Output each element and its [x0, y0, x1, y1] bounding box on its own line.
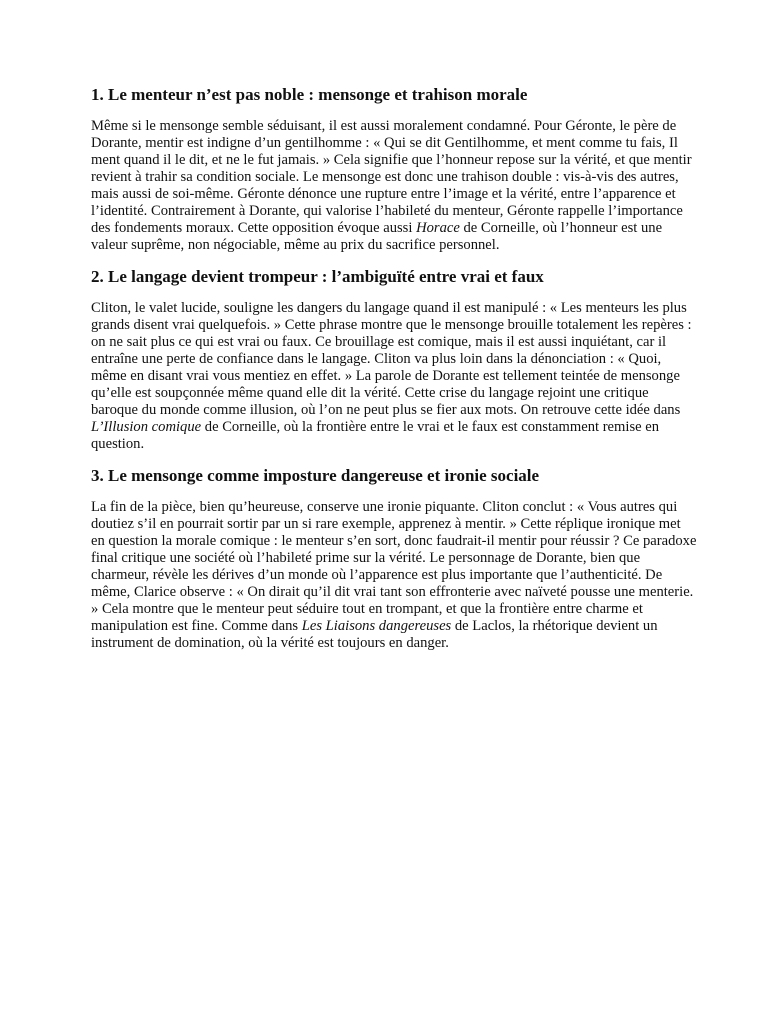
section-2-text-a: Cliton, le valet lucide, souligne les dangers du langage quand il est manipulé : « Les menteurs les plus grands disent vrai quelquefois. » Cette phrase montre que le mensonge brouille totalement les repères : on ne sait plus ce qui est vrai ou faux. Ce brouillage est comique, mais il est aussi inquiétant, car il entraîne une perte de confiance dans le langage. Cliton va plus loin dans la dénonciation : « Quoi, même en disant vrai vous mentiez en effet. » La parole de Dorante est tellement teintée de mensonge qu’elle est soupçonnée même quand elle dit la vérité. Cette crise du langage rejoint une critique baroque du monde comme illusion, où l’on ne peut plus se fier aux mots. On retrouve cette idée dans [91, 300, 692, 418]
section-1-body [91, 118, 698, 254]
section-3-text-a: La fin de la pièce, bien qu’heureuse, conserve une ironie piquante. Cliton conclut : « Vous autres qui doutiez s’il en pourrait sortir par un si rare exemple, apprenez à mentir. » Cette réplique ironique met en question la morale comique : le menteur s’en sort, donc faudrait-il mentir pour réussir ? Ce paradoxe final critique une société où l’habileté prime sur la vérité. Le personnage de Dorante, bien que charmeur, révèle les dérives d’un monde où l’apparence est plus importante que l’authenticité. De même, Clarice observe : « On dirait qu’il dit vrai tant son effronterie avec naïveté pousse une menterie. » Cela montre que le menteur peut séduire tout en trompant, et que la frontière entre charme et manipulation est fine. Comme dans [91, 499, 697, 634]
section-2-heading: 2. Le langage devient trompeur : l’ambiguïté entre vrai et faux [91, 267, 544, 286]
section-1-work-title: Horace [416, 220, 460, 236]
section-3-body [91, 499, 698, 652]
section-3-text-b: de Laclos, la rhétorique devient un instrument de domination, où la vérité est toujours en danger. [91, 618, 658, 651]
section-2-text-b: de Corneille, où la frontière entre le vrai et le faux est constamment remise en question. [91, 419, 660, 452]
section-2-work-title: L’Illusion comique [91, 419, 202, 435]
section-3 [91, 465, 698, 652]
section-1 [91, 84, 698, 254]
section-2 [91, 266, 698, 453]
section-1-heading: 1. Le menteur n’est pas noble : mensonge et trahison morale [91, 85, 528, 104]
section-1-text-a: Même si le mensonge semble séduisant, il est aussi moralement condamné. Pour Géronte, le père de Dorante, mentir est indigne d’un gentilhomme : « Qui se dit Gentilhomme, et ment comme tu fais, Il ment quand il le dit, et ne le fut jamais. » Cela signifie que l’honneur repose sur la vérité, et que mentir revient à trahir sa condition sociale. Le mensonge est donc une trahison double : vis-à-vis des autres, mais aussi de soi-même. Géronte dénonce une rupture entre l’image et la vérité, entre l’apparence et l’identité. Contrairement à Dorante, qui valorise l’habileté du menteur, Géronte rappelle l’importance des fondements moraux. Cette opposition évoque aussi [91, 118, 692, 236]
section-3-work-title: Les Liaisons dangereuses [301, 618, 452, 634]
section-3-heading: 3. Le mensonge comme imposture dangereuse et ironie sociale [91, 466, 540, 485]
section-2-body [91, 300, 698, 453]
section-1-text-b: de Corneille, où l’honneur est une valeur suprême, non négociable, même au prix du sacrifice personnel. [91, 220, 663, 253]
